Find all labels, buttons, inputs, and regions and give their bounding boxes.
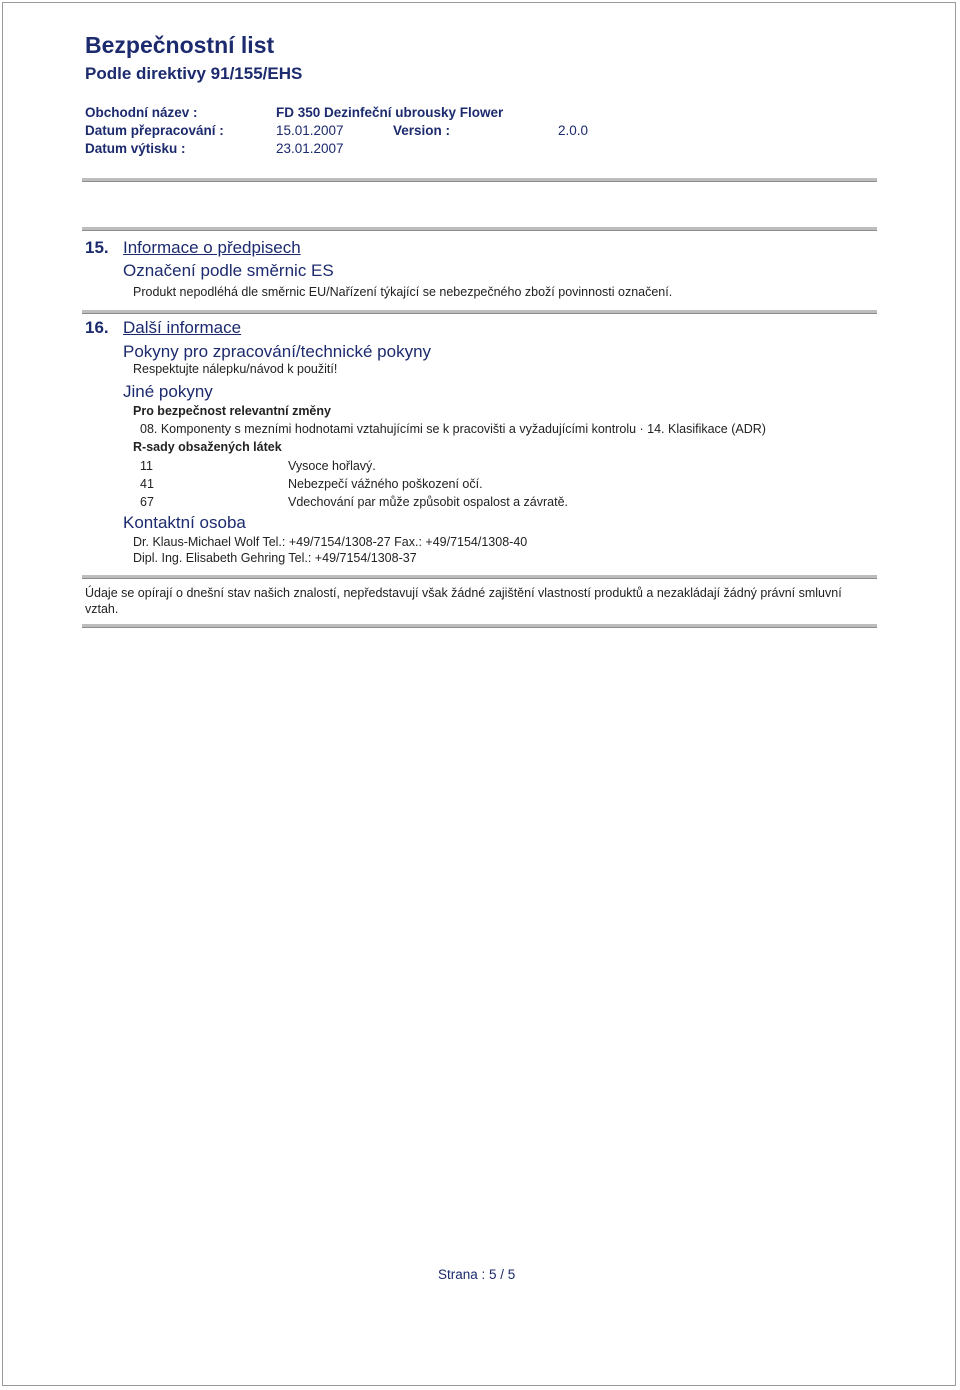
r-set-code: 67 (140, 495, 154, 509)
section16-title: Další informace (123, 318, 242, 337)
page-border (2, 2, 956, 1386)
processing-instructions-text: Respektujte nálepku/návod k použití! (133, 362, 338, 376)
section15-subhead: Označení podle směrnic ES (123, 261, 334, 280)
contact-person-heading: Kontaktní osoba (123, 513, 246, 532)
section16-number: 16. (85, 318, 109, 337)
document-subtitle: Podle direktivy 91/155/EHS (85, 64, 303, 83)
section15-text: Produkt nepodléhá dle směrnic EU/Nařízení týkající se nebezpečného zboží povinnosti označení. (133, 285, 673, 299)
section15-title: Informace o předpisech (123, 238, 301, 257)
contact-line-1: Dr. Klaus-Michael Wolf Tel.: +49/7154/1308-27 Fax.: +49/7154/1308-40 (133, 535, 528, 549)
page-number: Strana : 5 / 5 (438, 1267, 516, 1282)
version-label: Version : (393, 123, 451, 138)
trade-name-label: Obchodní název : (85, 105, 198, 120)
section15-divider (82, 227, 877, 231)
header-divider (82, 178, 877, 182)
r-set-text: Nebezpečí vážného poškození očí. (288, 477, 483, 491)
trade-name-value: FD 350 Dezinfeční ubrousky Flower (276, 105, 504, 120)
r-set-text: Vdechování par může způsobit ospalost a závratě. (288, 495, 569, 509)
r-set-code: 11 (140, 459, 153, 473)
revision-date-value: 15.01.2007 (276, 123, 344, 138)
relevant-changes-text: 08. Komponenty s mezními hodnotami vztahujícími se k pracovišti a vyžadujícími kontrolu · 14. Klasifikace (ADR) (140, 422, 766, 436)
other-instructions-heading: Jiné pokyny (123, 382, 213, 401)
processing-instructions-heading: Pokyny pro zpracování/technické pokyny (123, 342, 432, 361)
footer-divider-top (82, 575, 877, 579)
version-value: 2.0.0 (558, 123, 589, 138)
print-date-value: 23.01.2007 (276, 141, 344, 156)
section16-divider (82, 310, 877, 314)
print-date-label: Datum výtisku : (85, 141, 186, 156)
r-set-code: 41 (140, 477, 154, 491)
contact-line-2: Dipl. Ing. Elisabeth Gehring Tel.: +49/7154/1308-37 (133, 551, 417, 565)
disclaimer-text: Údaje se opírají o dnešní stav našich znalostí, nepředstavují však žádné zajištění vlastností produktů a nezakládají žádný právní smluvní vztah. (85, 586, 842, 616)
r-set-text: Vysoce hořlavý. (288, 459, 376, 473)
relevant-changes-heading: Pro bezpečnost relevantní změny (133, 404, 331, 418)
footer-divider-bottom (82, 624, 877, 628)
r-sets-heading: R-sady obsažených látek (133, 440, 282, 454)
section15-number: 15. (85, 238, 109, 257)
document-title: Bezpečnostní list (85, 32, 275, 58)
revision-date-label: Datum přepracování : (85, 123, 224, 138)
